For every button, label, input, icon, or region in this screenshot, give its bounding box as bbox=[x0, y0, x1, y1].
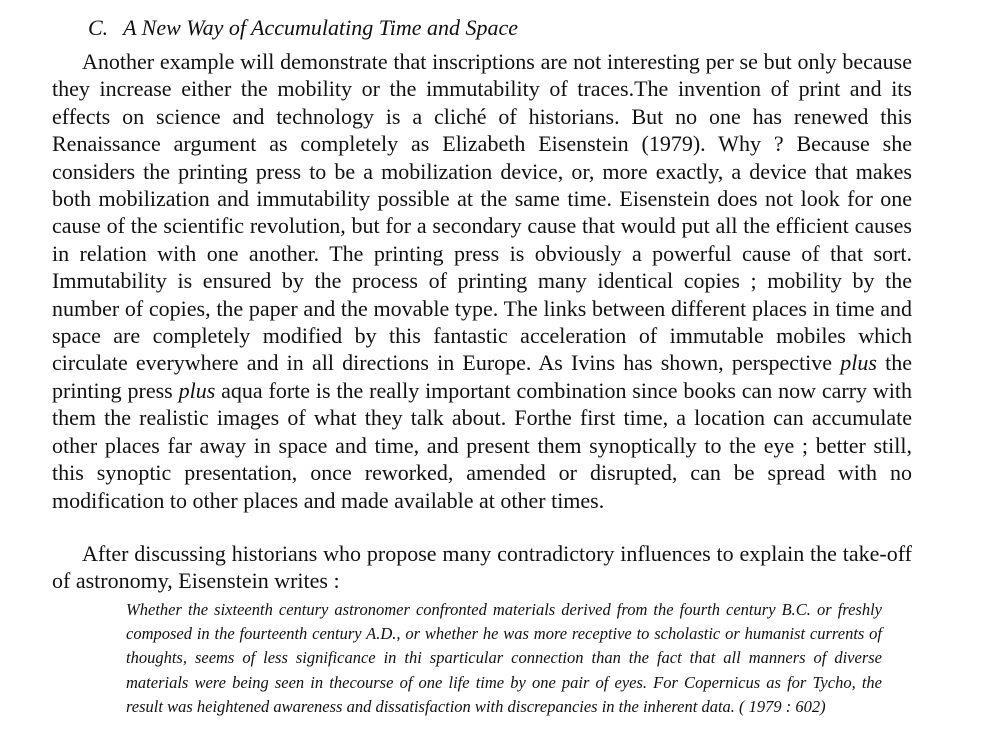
section-number: C. bbox=[88, 15, 109, 40]
paragraph-text: aqua forte is the really important combination since books can now carry with them the realistic images of what they talk about. Forthe first time, a location can accumulate other places far away in space and time, and present them synoptically to the eye ; better still, this synoptic presentation, once reworked, amended or disrupted, can be spread with no modification to other places and made available at other times. bbox=[52, 377, 913, 513]
section-title: A New Way of Accumulating Time and Space bbox=[123, 15, 519, 40]
block-quote: Whether the sixteenth century astronomer confronted materials derived from the fourth century B.C. or freshly composed in the fourteenth century A.D., or whether he was more receptive to scholastic or humanist currents of thoughts, seems of less significance in thi sparticular connection than the fact that all manners of diverse materials were being seen in thecourse of one life time by one pair of eyes. For Copernicus as for Tycho, the result was heightened awareness and dissatisfaction with discrepancies in the inherent data. ( 1979 : 602) bbox=[126, 600, 882, 716]
body-paragraph bbox=[52, 48, 912, 514]
body-paragraph: After discussing historians who propose many contradictory influences to explain the take-off of astronomy, Eisenstein writes : bbox=[52, 541, 912, 594]
paragraph-text: the printing press bbox=[52, 350, 913, 403]
section-heading bbox=[88, 14, 518, 42]
emphasis-plus: plus bbox=[178, 377, 216, 403]
emphasis-plus: plus bbox=[840, 350, 877, 376]
paragraph-text: Another example will demonstrate that inscriptions are not interesting per se but only because they increase either the mobility or the immutability of traces.The invention of print and its effects on science and technology is a cliché of historians. But no one has renewed this Renaissance argument as completely as Elizabeth Eisenstein (1979). Why ? Because she considers the printing press to be a mobilization device, or, more exactly, a device that makes both mobilization and immutability possible at the same time. Eisenstein does not look for one cause of the scientific revolution, but for a secondary cause that would put all the efficient causes in relation with one another. The printing press is obviously a powerful cause of that sort. Immutability is ensured by the process of printing many identical copies ; mobility by the number of copies, the paper and the movable type. The links between different places in time and space are completely modified by this fantastic acceleration of immutable mobiles which circulate everywhere and in all directions in Europe. As Ivins has shown, perspective bbox=[52, 49, 912, 376]
